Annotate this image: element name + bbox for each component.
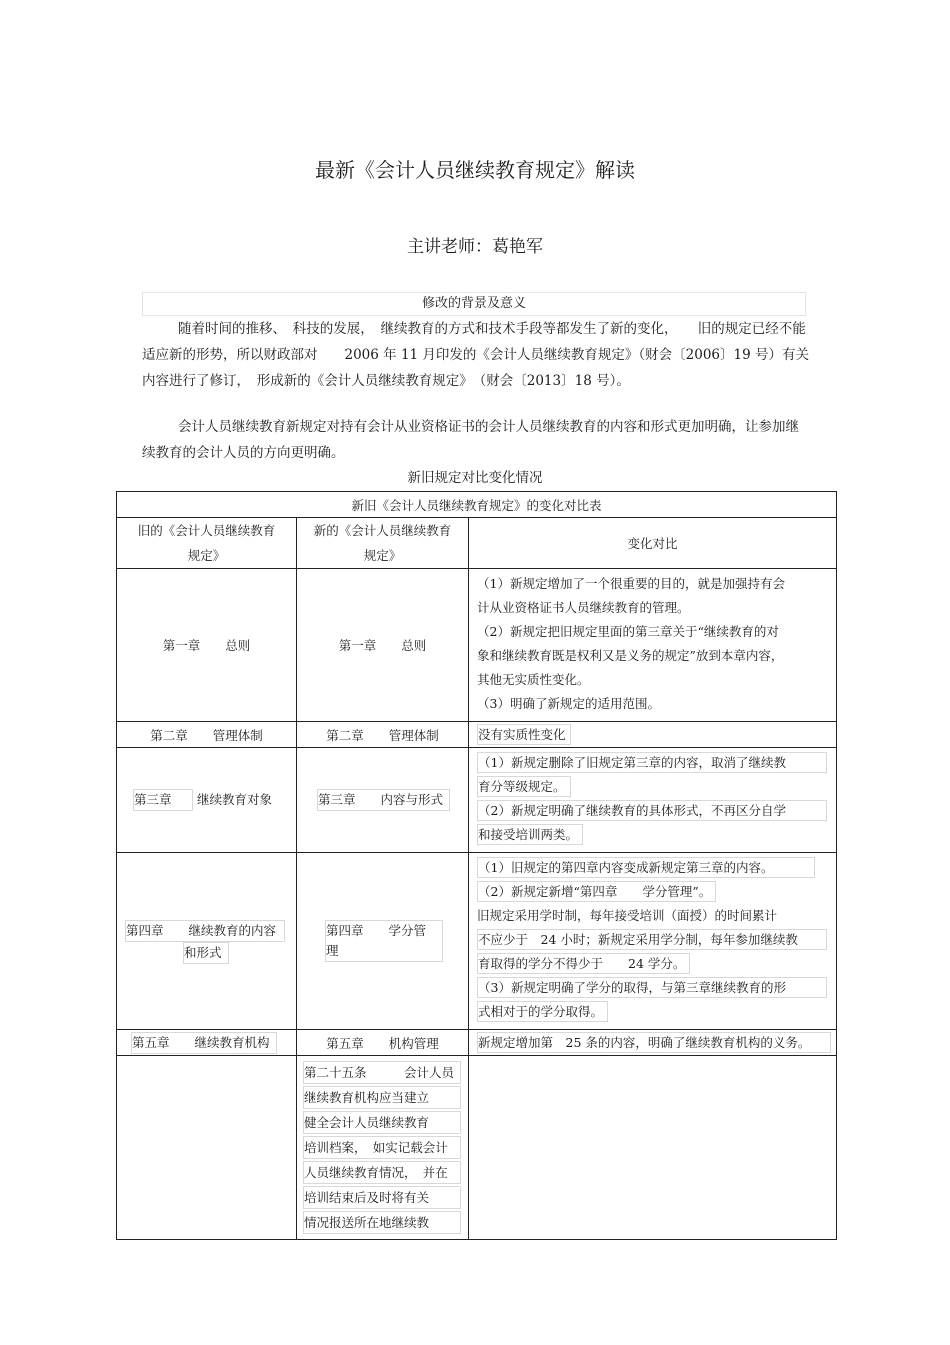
change-line: （2）新规定新增“第四章 学分管理”。 — [477, 880, 828, 904]
change-line: （1）新规定增加了一个很重要的目的，就是加强持有会 — [477, 576, 785, 591]
row3-old-chapter: 第三章 — [133, 789, 193, 811]
document-title: 最新《会计人员继续教育规定》解读 — [315, 158, 635, 182]
table-title-row — [117, 492, 837, 518]
header-change: 变化对比 — [469, 518, 837, 569]
table-row — [117, 853, 837, 1030]
change-line: （2）新规定明确了继续教育的具体形式，不再区分自学 — [477, 799, 828, 823]
header-new-line1: 新的《会计人员继续教育 — [313, 523, 452, 538]
lecturer-line: 主讲老师：葛艳军 — [407, 237, 543, 257]
table-header-row — [117, 518, 837, 569]
change-line: （2）新规定把旧规定里面的第三章关于“继续教育的对 — [477, 624, 779, 639]
article-line: 继续教育机构应当建立 — [303, 1086, 461, 1109]
header-new-line2: 规定》 — [363, 548, 402, 563]
change-line: 其他无实质性变化。 — [477, 672, 590, 687]
header-new — [297, 518, 469, 569]
row3-old — [117, 748, 297, 853]
paragraph2-text: 会计人员继续教育新规定对持有会计从业资格证书的会计人员继续教育的内容和形式更加明确，让参加继续教育的会计人员的方向更明确。 — [142, 419, 799, 461]
article-line: 健全会计人员继续教育 — [303, 1111, 461, 1134]
change-line: 不应少于 24 小时；新规定采用学分制，每年参加继续教 — [477, 928, 828, 952]
row3-new — [297, 748, 469, 853]
change-line: （3）明确了新规定的适用范围。 — [477, 696, 660, 711]
header-old-line2: 规定》 — [187, 548, 226, 563]
article-line: 人员继续教育情况， 并在 — [303, 1161, 461, 1184]
change-line: 新规定增加第 25 条的内容，明确了继续教育机构的义务。 — [477, 1032, 831, 1053]
section-title: 修改的背景及意义 — [421, 296, 526, 311]
row5-changes — [469, 1030, 837, 1056]
table-row — [117, 748, 837, 853]
row1-changes — [469, 569, 837, 722]
row2-changes — [469, 722, 837, 748]
row2-new: 第二章 管理体制 — [297, 722, 469, 748]
row3-old-title: 继续教育对象 — [196, 792, 272, 807]
paragraph-background — [142, 316, 810, 394]
paragraph-significance — [142, 414, 810, 466]
change-line: 式相对于的学分取得。 — [477, 1000, 828, 1024]
row3-new-chapter: 第三章 内容与形式 — [317, 789, 450, 811]
paragraph1-text: 随着时间的推移、 科技的发展， 继续教育的方式和技术手段等都发生了新的变化， 旧的规定已经不能适应新的形势，所以财政部对 2006 年 11 月印发的《会计人员继续教育规定》（财会〔2006〕19 号）有关内容进行了修订， 形成新的《会计人员继续教育规定》 （财会〔2013〕18 号）。 — [142, 321, 809, 389]
comparison-table — [116, 491, 837, 1240]
row4-old — [117, 853, 297, 1030]
change-line: 育取得的学分不得少于 24 学分。 — [477, 952, 828, 976]
change-line: （3）新规定明确了学分的取得，与第三章继续教育的形 — [477, 976, 828, 1000]
change-line: （1）新规定删除了旧规定第三章的内容，取消了继续教 — [477, 751, 828, 775]
row3-changes — [469, 748, 837, 853]
change-line: 没有实质性变化 — [477, 724, 571, 745]
table-row — [117, 569, 837, 722]
row4-changes — [469, 853, 837, 1030]
article-line: 培训档案， 如实记载会计 — [303, 1136, 461, 1159]
table-title: 新旧《会计人员继续教育规定》的变化对比表 — [117, 492, 837, 518]
change-line: 育分等级规定。 — [477, 775, 828, 799]
row6-new — [297, 1056, 469, 1240]
compare-heading: 新旧规定对比变化情况 — [407, 470, 543, 486]
change-line: 象和继续教育既是权利又是义务的规定”放到本章内容， — [477, 648, 784, 663]
change-line: （1）旧规定的第四章内容变成新规定第三章的内容。 — [477, 856, 828, 880]
row4-new-chapter: 第四章 学分管理 — [325, 920, 443, 962]
header-old — [117, 518, 297, 569]
article-line: 情况报送所在地继续教 — [303, 1211, 461, 1234]
table-row — [117, 1030, 837, 1056]
table-row — [117, 1056, 837, 1240]
row6-changes — [469, 1056, 837, 1240]
table-row — [117, 722, 837, 748]
row5-new: 第五章 机构管理 — [297, 1030, 469, 1056]
article-line: 培训结束后及时将有关 — [303, 1186, 461, 1209]
row2-old: 第二章 管理体制 — [117, 722, 297, 748]
row4-new — [297, 853, 469, 1030]
row6-old — [117, 1056, 297, 1240]
header-old-line1: 旧的《会计人员继续教育 — [137, 523, 276, 538]
article-line: 第二十五条 会计人员 — [303, 1061, 461, 1084]
row1-new: 第一章 总则 — [297, 569, 469, 722]
row1-old: 第一章 总则 — [117, 569, 297, 722]
change-line: 和接受培训两类。 — [477, 823, 828, 847]
row5-old: 第五章 继续教育机构 — [117, 1030, 297, 1056]
change-line: 计从业资格证书人员继续教育的管理。 — [477, 600, 690, 615]
row4-old-line1: 第四章 继续教育的内容 — [125, 919, 296, 941]
change-line: 旧规定采用学时制，每年接受培训（面授）的时间累计 — [477, 908, 778, 923]
section-title-box — [142, 292, 806, 316]
row4-old-line2: 和形式 — [125, 941, 296, 963]
